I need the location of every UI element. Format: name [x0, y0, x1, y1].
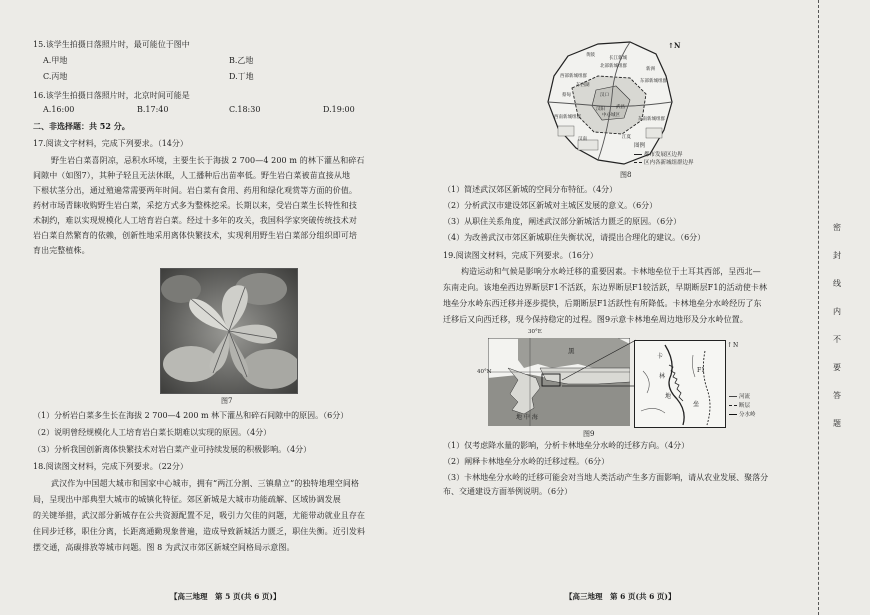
q19-para-line: 东南走向。该地垒西边界断层F1不活跃，东边界断层F1较活跃，早期断层F1的活动使卡林 — [443, 283, 768, 292]
q15-option-d: D.丁地 — [229, 72, 254, 81]
q19-sub-2: （2）阐释卡林地垒分水岭的迁移过程。（6分） — [443, 457, 610, 466]
seal-line-char: 内 — [833, 307, 841, 316]
map8-region-label: 西南新城组群 — [554, 115, 581, 120]
q16-stem: 16.该学生拍摄日落照片时，北京时间可能是 — [33, 91, 190, 100]
q17-sub-2: （2）说明曾经规模化人工培育岩白菜长期难以实现的原因。（4分） — [33, 428, 272, 437]
figure-9-inset-map — [634, 340, 726, 428]
map8-legend-label: 区内各新城组群边界 — [644, 160, 694, 166]
section-2-heading: 二、非选择题：共 52 分。 — [33, 121, 130, 131]
inset-label: 垒 — [693, 401, 700, 408]
inset-label: 卡 — [657, 353, 664, 360]
map8-region-label: 长江新城 — [609, 56, 627, 61]
q18-sub-4: （4）为改善武汉市郊区新城职住失衡状况，请提出合理化的建议。（6分） — [443, 233, 706, 242]
figure-7-photo — [160, 268, 298, 394]
map8-region-label: 东南新城组群 — [638, 117, 665, 122]
q18-sub-3: （3）从职住关系角度，阐述武汉部分新城活力匮乏的原因。（6分） — [443, 217, 682, 226]
map8-region-label: 东西湖 — [576, 83, 590, 88]
q15-option-c: C.丙地 — [43, 72, 68, 81]
q19-heading: 19.阅读图文材料，完成下列要求。（16分） — [443, 251, 598, 260]
q15-option-b: B.乙地 — [229, 56, 254, 65]
q16-option-d: D.19:00 — [323, 105, 355, 114]
seal-line-char: 线 — [833, 279, 841, 288]
inset-label: 地 — [665, 393, 672, 400]
q19-para-line: 构造运动和气候是影响分水岭迁移的重要因素。卡林地垒位于土耳其西部，呈西北— — [461, 267, 761, 276]
q17-para-line: 岩白菜自然繁育的依赖，创新性地采用离体快繁技术，实现利用野生岩白菜部分组织即可培 — [33, 231, 357, 240]
q18-sub-1: （1）简述武汉郊区新城的空间分布特征。（4分） — [443, 185, 618, 194]
q15-option-a: A.甲地 — [43, 56, 68, 65]
map8-north-arrow-icon: ↑ — [668, 41, 674, 50]
q17-para-line: 术制约，难以实现规模化人工培育岩白菜。经过十多年的攻关，我国科学家突破传统技术对 — [33, 216, 357, 225]
q18-para-line: 的关键举措，武汉部分新城存在公共资源配置不足，吸引力欠佳的问题，尤能带动就业且存在 — [33, 511, 366, 520]
inset-label: 林 — [659, 373, 666, 380]
map9-north-label: N — [733, 342, 739, 349]
q17-para-line: 野生岩白菜喜阴凉，忌积水环境，主要生长于海拔 2 700—4 200 m 的林下灌丛和碎石 — [51, 156, 365, 165]
q18-heading: 18.阅读图文材料，完成下列要求。（22分） — [33, 462, 188, 471]
q18-para-line: 局，呈现出中部典型大城市的城镇化特征。郊区新城是大城市功能疏解、区域协调发展 — [33, 495, 341, 504]
legend-swatch-dashed-icon — [634, 162, 642, 163]
seal-line-char: 题 — [833, 419, 841, 428]
map9-legend-item — [729, 401, 750, 409]
q17-sub-1: （1）分析岩白菜多生长在海拔 2 700—4 200 m 林下灌丛和碎石间隙中的原因。（6分） — [33, 411, 349, 420]
q18-para-line: 武汉作为中国超大城市和国家中心城市，拥有“两江分割、三镇鼎立”的独特地理空间格 — [51, 479, 360, 488]
map8-legend-item — [634, 150, 683, 158]
q17-sub-3: （3）分析我国创新离体快繁技术对岩白菜产业可持续发展的积极影响。（4分） — [33, 445, 312, 454]
map8-legend-item — [634, 158, 694, 166]
fault-legend-icon — [729, 405, 737, 406]
map9-legend-label: 河流 — [739, 394, 751, 400]
map9-latitude-label: 40°N — [477, 369, 492, 375]
map9-legend-label: 分水岭 — [739, 412, 756, 418]
q16-option-a: A.16:00 — [43, 105, 75, 114]
karlin-horst-inset — [635, 341, 725, 427]
map8-region-label: 蔡甸 — [562, 93, 571, 98]
seal-line-char: 密 — [833, 223, 841, 232]
left-page-footer: 【高三地理 第 5 页(共 6 页)】 — [170, 592, 281, 601]
q16-option-c: C.18:30 — [229, 105, 261, 114]
map8-region-label: 中心城区 — [602, 113, 620, 118]
q17-para-line: 药材市场青睐收购野生岩白菜，采挖方式多为整株挖采。长期以来，受岩白菜生长特性和技 — [33, 201, 357, 210]
map9-zoom-lines — [560, 338, 640, 388]
right-page-footer: 【高三地理 第 6 页(共 6 页)】 — [565, 592, 676, 601]
q18-sub-2: （2）分析武汉市建设郊区新城对主城区发展的意义。（6分） — [443, 201, 658, 210]
seal-line-char: 答 — [833, 391, 841, 400]
map8-legend-label: 都市发展区边界 — [644, 152, 683, 158]
map8-region-label: 东部新城组群 — [640, 79, 667, 84]
q19-para-line: 地垒分水岭东西迁移并逐步提快，后期断层F1活跃性有所降低。卡林地垒分水岭经历了东 — [443, 299, 762, 308]
map8-region-label: 汉阳 — [596, 107, 605, 112]
q17-para-line: 下根状茎分出，通过殖遍常需要两年时间。岩白菜有食用、药用和绿化观赏等方面的价值。 — [33, 186, 357, 195]
map9-legend-label: 断层 — [739, 403, 751, 409]
seal-line-char: 封 — [833, 251, 841, 260]
map9-black-sea-label: 黑 — [568, 347, 575, 355]
map8-region-label: 新洲 — [646, 67, 655, 72]
legend-swatch-solid-icon — [634, 154, 642, 155]
map8-north-label: N — [674, 41, 681, 50]
map8-region-label: 黄陂 — [586, 53, 595, 58]
q17-para-line: 育出完整植株。 — [33, 246, 90, 255]
figure-7-caption: 图7 — [221, 397, 233, 405]
q18-para-line: 住同步迁移，职住分离，长距离通勤现象普遍，造成导致新城活力匮乏，职住失衡。近引发料 — [33, 527, 366, 536]
map9-longitude-label: 30°E — [528, 329, 542, 335]
map9-north-arrow-icon: ↑ — [727, 341, 733, 349]
q18-para-line: 摆交通，高碳排放等城市问题。图 8 为武汉市郊区新城空间格局示意图。 — [33, 543, 295, 552]
q16-option-b: B.17:40 — [137, 105, 169, 114]
river-legend-icon — [729, 396, 737, 397]
q19-sub-3: （3）卡林地垒分水岭的迁移可能会对当地人类活动产生多方面影响，请从农业发展、聚落分 — [443, 473, 769, 482]
q17-heading: 17.阅读文字材料，完成下列要求。（14分） — [33, 139, 188, 148]
q17-para-line: 间隙中（如图7），其种子轻且无法休眠，人工播种后出苗率低。野生岩白菜被苗直接从地 — [33, 171, 351, 180]
q15-stem: 15.该学生拍摄日落照片时，最可能位于图中 — [33, 40, 190, 49]
plant-photo-illustration — [161, 269, 297, 393]
map8-region-label: 江夏 — [622, 135, 631, 140]
inset-label: F1 — [697, 367, 705, 374]
figure-8-caption: 图8 — [620, 171, 632, 179]
map8-region-label: 汉口 — [600, 93, 609, 98]
q19-sub-3-cont: 布、交通建设方面举例说明。（6分） — [443, 487, 573, 496]
seal-line-char: 不 — [833, 335, 841, 344]
q19-para-line: 迁移后又向西迁移，现今保持稳定的过程。图9示意卡林地垒周边地形及分水岭位置。 — [443, 315, 748, 324]
q19-sub-1: （1）仅考虑降水量的影响，分析卡林地垒分水岭的迁移方向。（4分） — [443, 441, 690, 450]
figure-9-caption: 图9 — [583, 430, 595, 438]
map9-med-sea-label: 地 中 海 — [516, 414, 538, 421]
map9-legend-item — [729, 410, 756, 418]
map8-region-label: 汉南 — [578, 137, 587, 142]
map8-region-label: 西部新城组群 — [560, 74, 587, 79]
seal-line — [818, 0, 819, 615]
map8-region-label: 武昌 — [616, 105, 625, 110]
map8-region-label: 北部新城组群 — [600, 64, 627, 69]
watershed-legend-icon — [729, 414, 737, 415]
map9-legend-item — [729, 392, 750, 400]
map8-legend-title: 图例 — [634, 143, 646, 149]
seal-line-char: 要 — [833, 363, 841, 372]
